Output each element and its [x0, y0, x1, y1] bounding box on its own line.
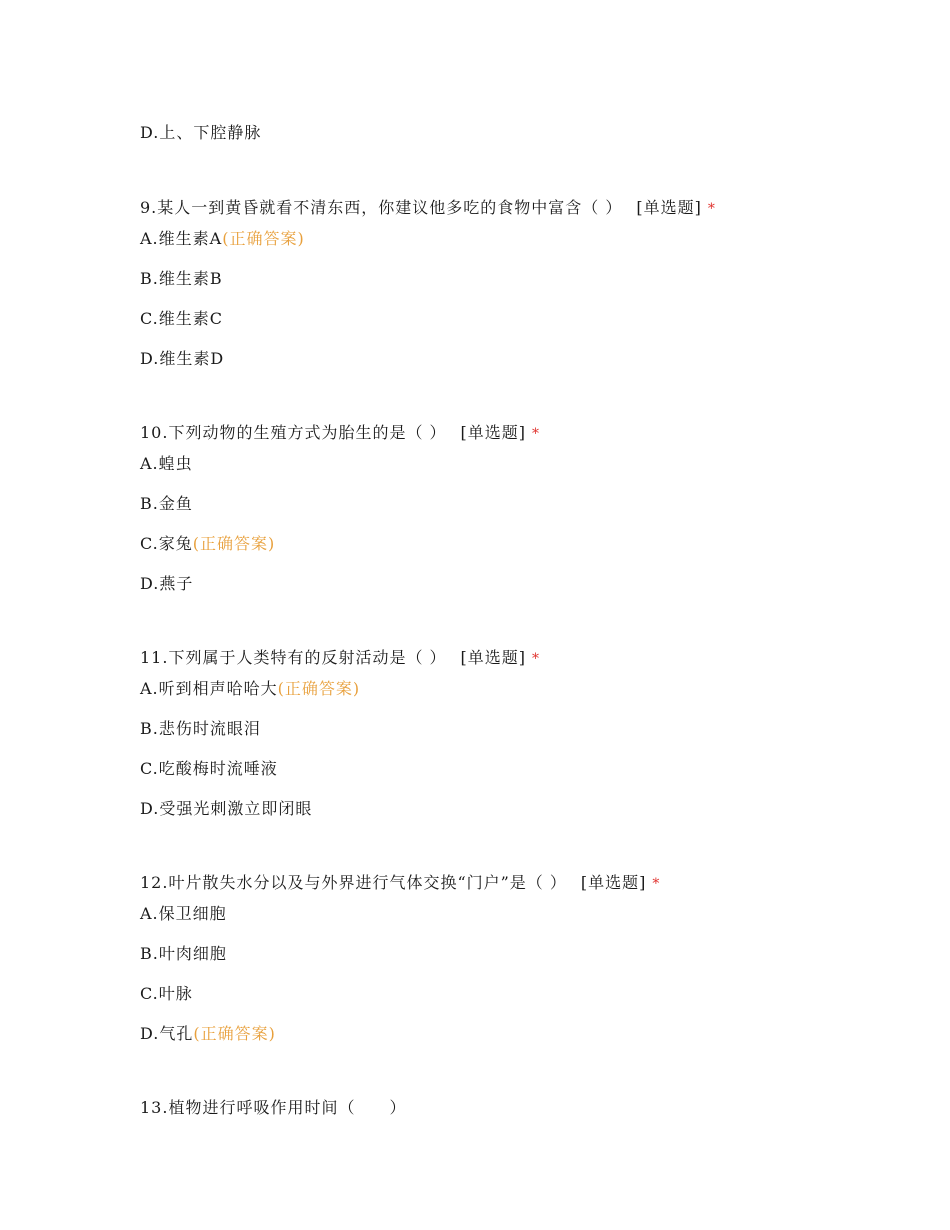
q10-option-c [140, 533, 275, 555]
option-text: D.受强光刺激立即闭眼 [140, 799, 313, 818]
correct-answer-label: (正确答案) [192, 534, 276, 553]
option-text: A.维生素A [140, 229, 223, 248]
option-text: A.听到相声哈哈大 [140, 679, 278, 698]
required-asterisk: * [532, 426, 541, 442]
option-text: D.维生素D [140, 349, 225, 368]
question-text: 10.下列动物的生殖方式为胎生的是（ ） [140, 423, 447, 442]
q11-option-c [140, 758, 278, 780]
option-text: A.保卫细胞 [140, 904, 227, 923]
option-text: C.家兔 [140, 534, 193, 553]
option-text: A.蝗虫 [140, 454, 193, 473]
option-text: B.叶肉细胞 [140, 944, 227, 963]
option-text: C.维生素C [140, 309, 224, 328]
question-text: 11.下列属于人类特有的反射活动是（ ） [140, 648, 447, 667]
q12-option-d [140, 1023, 276, 1045]
question-9-title [140, 197, 716, 220]
correct-answer-label: (正确答案) [277, 679, 361, 698]
q12-option-c [140, 983, 193, 1005]
q12-option-b [140, 943, 227, 965]
question-text: 13.植物进行呼吸作用时间（ ） [140, 1098, 407, 1117]
q10-option-a [140, 453, 193, 475]
question-11-title [140, 647, 540, 670]
q11-option-b [140, 718, 261, 740]
required-asterisk: * [652, 876, 661, 892]
required-asterisk: * [532, 651, 541, 667]
option-text: D.上、下腔静脉 [140, 123, 262, 142]
q9-option-c [140, 308, 223, 330]
question-text: 9.某人一到黄昏就看不清东西，你建议他多吃的食物中富含（ ） [140, 198, 623, 217]
option-d-fragment [140, 122, 261, 144]
required-asterisk: * [707, 201, 716, 217]
question-type-tag: [单选题] [460, 648, 527, 667]
question-text: 12.叶片散失水分以及与外界进行气体交换“门户”是（ ） [140, 873, 567, 892]
question-type-tag: [单选题] [580, 873, 647, 892]
q9-option-b [140, 268, 223, 290]
question-12-title [140, 872, 660, 895]
q9-option-a [140, 228, 305, 250]
option-text: B.金鱼 [140, 494, 193, 513]
q9-option-d [140, 348, 224, 370]
q10-option-d [140, 573, 193, 595]
correct-answer-label: (正确答案) [222, 229, 305, 248]
question-type-tag: [单选题] [636, 198, 702, 217]
q12-option-a [140, 903, 227, 925]
option-text: B.维生素B [140, 269, 223, 288]
option-text: C.吃酸梅时流唾液 [140, 759, 278, 778]
option-text: D.气孔 [140, 1024, 194, 1043]
question-type-tag: [单选题] [460, 423, 527, 442]
correct-answer-label: (正确答案) [193, 1024, 276, 1043]
option-text: C.叶脉 [140, 984, 193, 1003]
option-text: D.燕子 [140, 574, 194, 593]
q10-option-b [140, 493, 193, 515]
q11-option-d [140, 798, 312, 820]
option-text: B.悲伤时流眼泪 [140, 719, 261, 738]
question-13-title [140, 1097, 406, 1119]
q11-option-a [140, 678, 360, 700]
question-10-title [140, 422, 540, 445]
